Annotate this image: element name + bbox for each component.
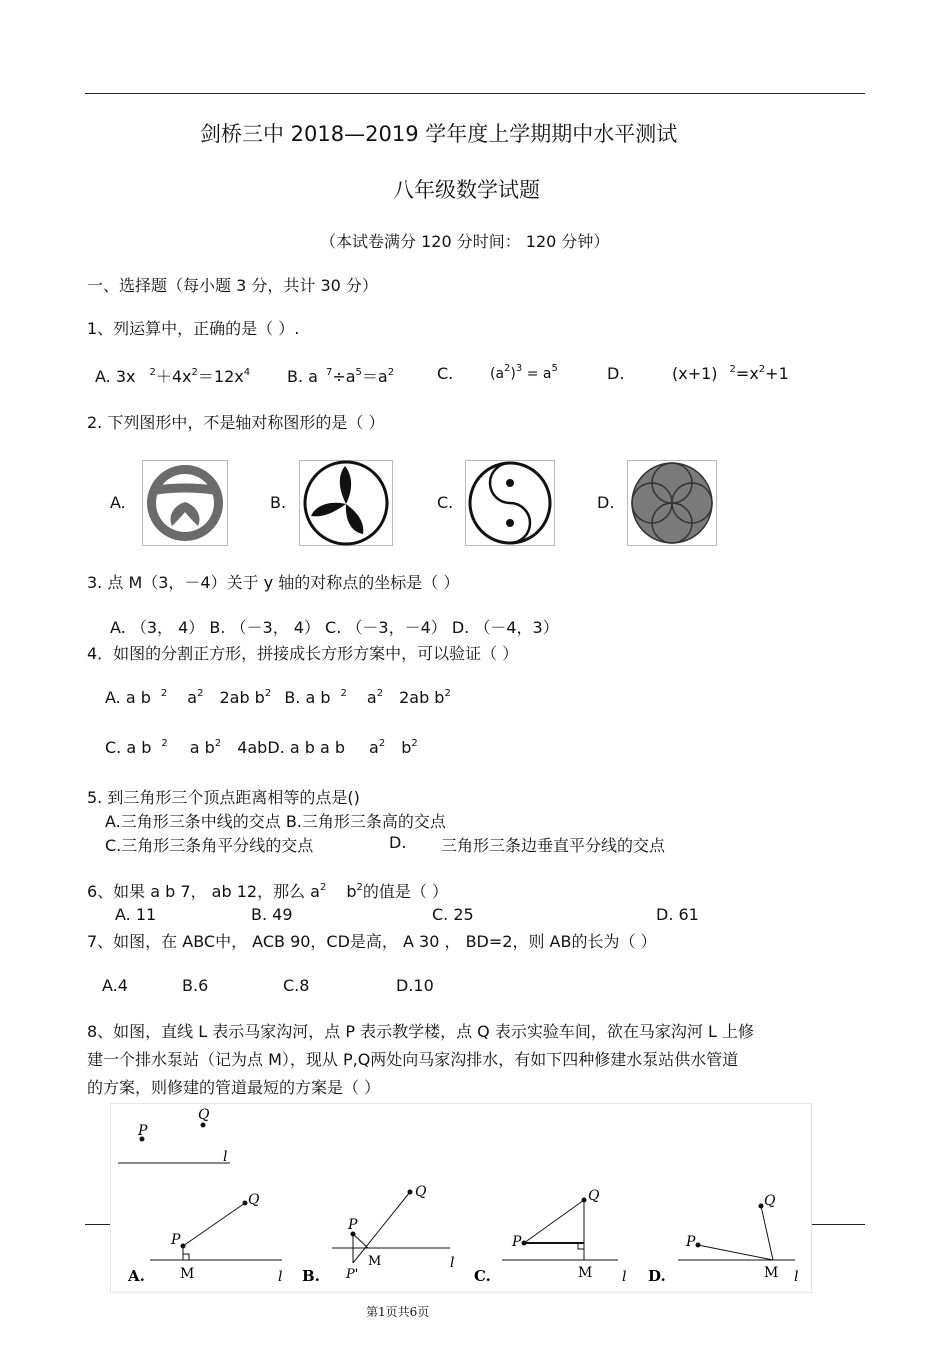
sup: 2 [319,882,327,893]
q2-label-b: B. [270,493,287,512]
q3-options: A. （3， 4） B. （－3， 4） C. （－3，－4） D. （－4，3） [110,618,559,637]
text: b [346,882,357,901]
text: C. a b [105,738,152,757]
q2-figure-d [627,460,717,546]
q4-row1 [105,688,451,707]
text: D. a b a b [267,738,345,757]
label-q-c: Q [588,1188,600,1204]
label-l: l [223,1149,228,1165]
label-m-d: M [764,1265,779,1281]
label-p-d: P [686,1234,696,1250]
page-footer: 第1页共6页 [366,1305,430,1319]
exam-note: （本试卷满分 120 分时间： 120 分钟） [320,232,610,251]
text: a [369,738,379,757]
sup: 2 [504,363,511,374]
text: ) [510,366,516,382]
sup: 7 [325,367,333,378]
sup: 4 [243,367,251,378]
sup: 2 [160,688,168,699]
text: a b [189,738,215,757]
sup: 2 [729,364,736,375]
sup: 2 [214,738,222,749]
text: a [366,688,377,707]
q2-figure-a [142,460,228,546]
text: =x [735,364,759,383]
q3-stem: 3. 点 M（3，－4）关于 y 轴的对称点的坐标是（ ） [87,573,460,592]
sup: 5 [355,367,362,378]
sup: 2 [149,367,156,378]
q1-option-d-label: D. [607,364,625,383]
q7-stem: 7、如图，在 ABC中， ACB 90，CD是高， A 30 ， BD=2，则 AB的长为（ ） [87,932,657,951]
text: ＝12x [197,367,244,386]
q8-line3: 的方案，则修建的管道最短的方案是（ ） [87,1078,381,1097]
text: a [187,688,198,707]
label-l-a: l [278,1269,283,1285]
sup: 2 [387,367,395,378]
label-l-c: l [622,1269,627,1285]
text: = a [522,366,552,382]
text: ÷a [332,367,356,386]
label-option-d: D. [648,1267,666,1285]
label-option-c: C. [474,1267,491,1285]
q7-option-a: A.4 [102,976,128,995]
q6-option-c: C. 25 [432,905,474,924]
text: B. a [287,367,318,386]
q7-option-c: C.8 [283,976,310,995]
q2-stem: 2. 下列图形中，不是轴对称图形的是（ ） [87,413,385,432]
text: +1 [765,364,789,383]
text: 2ab b [219,688,265,707]
q2-figure-c [465,460,555,546]
q2-figure-b [299,460,393,546]
q7-option-b: B.6 [182,976,209,995]
text: A. 3x [95,367,136,386]
q8-line1: 8、如图，直线 L 表示马家沟河，点 P 表示教学楼，点 Q 表示实验车间，欲在马家沟河 L 上修 [87,1022,754,1041]
q6-option-a: A. 11 [115,905,157,924]
q1-option-c [490,363,558,382]
q8-figure [110,1103,812,1293]
label-option-b: B. [302,1267,320,1285]
text: ＝a [361,367,388,386]
sup: 5 [551,363,558,374]
sup: 2 [356,882,363,893]
q6-option-d: D. 61 [656,905,699,924]
sup: 2 [191,367,198,378]
label-q-b: Q [415,1184,427,1200]
q1-option-d [672,364,789,383]
q4-row2 [105,738,418,757]
q4-stem: 4．如图的分割正方形，拼接成长方形方案中，可以验证（ ） [87,644,519,663]
label-l-d: l [794,1269,799,1285]
sup: 2 [340,688,347,699]
q1-option-b [287,364,394,387]
text: ＋4x [155,367,192,386]
label-q-a: Q [248,1192,260,1208]
label-p-a: P [171,1232,181,1248]
top-rule [85,93,865,94]
exam-title: 剑桥三中 2018—2019 学年度上学期期中水平测试 [200,122,678,146]
q1-option-c-label: C. [437,364,454,383]
sup: 2 [758,364,766,375]
text: b [401,738,412,757]
label-p-prime-b: P' [346,1267,359,1282]
sup: 2 [197,688,204,699]
q5-stem: 5. 到三角形三个顶点距离相等的点是() [87,788,360,807]
q2-label-a: A. [110,493,126,512]
text: 2ab b [399,688,445,707]
label-p: P [138,1123,148,1139]
label-option-a: A. [128,1267,145,1285]
point-q [201,1123,206,1128]
label-p-b: P [348,1217,358,1233]
q8-line2: 建一个排水泵站（记为点 M），现从 P,Q两处向马家沟排水，有如下四种修建水泵站供水管道 [87,1050,739,1069]
text: 4ab [237,738,268,757]
sup: 2 [264,688,272,699]
text: 的值是（ ） [362,882,448,901]
label-p-c: P [512,1234,522,1250]
sup: 3 [515,363,523,374]
label-q-d: Q [764,1193,776,1209]
sup: 2 [411,738,418,749]
q1-stem: 1、列运算中，正确的是（ ）. [87,319,300,338]
label-l-b: l [450,1255,455,1271]
q5-option-d-label: D. [389,833,407,852]
exam-subtitle: 八年级数学试题 [393,178,540,202]
label-m-a: M [180,1266,195,1282]
sup: 2 [161,738,168,749]
q2-label-d: D. [597,493,615,512]
label-m-c: M [578,1265,593,1281]
text: (a [490,366,505,382]
label-m-b: M [368,1254,382,1269]
text: B. a b [284,688,331,707]
sup: 2 [444,688,451,699]
q7-option-d: D.10 [396,976,434,995]
q5-options-ab: A.三角形三条中线的交点 B.三角形三条高的交点 [105,812,446,831]
text: (x+1) [672,364,718,383]
sup: 2 [378,738,386,749]
q5-option-d: 三角形三条边垂直平分线的交点 [441,836,666,855]
q6-option-b: B. 49 [251,905,293,924]
sup: 2 [376,688,384,699]
text: A. a b [105,688,151,707]
text: 6、如果 a b 7， ab 12，那么 a [87,882,320,901]
q1-option-a [95,364,250,387]
q6-stem [87,879,448,902]
q5-option-c: C.三角形三条角平分线的交点 [105,836,314,855]
section-heading: 一、选择题（每小题 3 分，共计 30 分） [87,276,378,295]
label-q: Q [198,1107,210,1123]
q2-label-c: C. [437,493,454,512]
